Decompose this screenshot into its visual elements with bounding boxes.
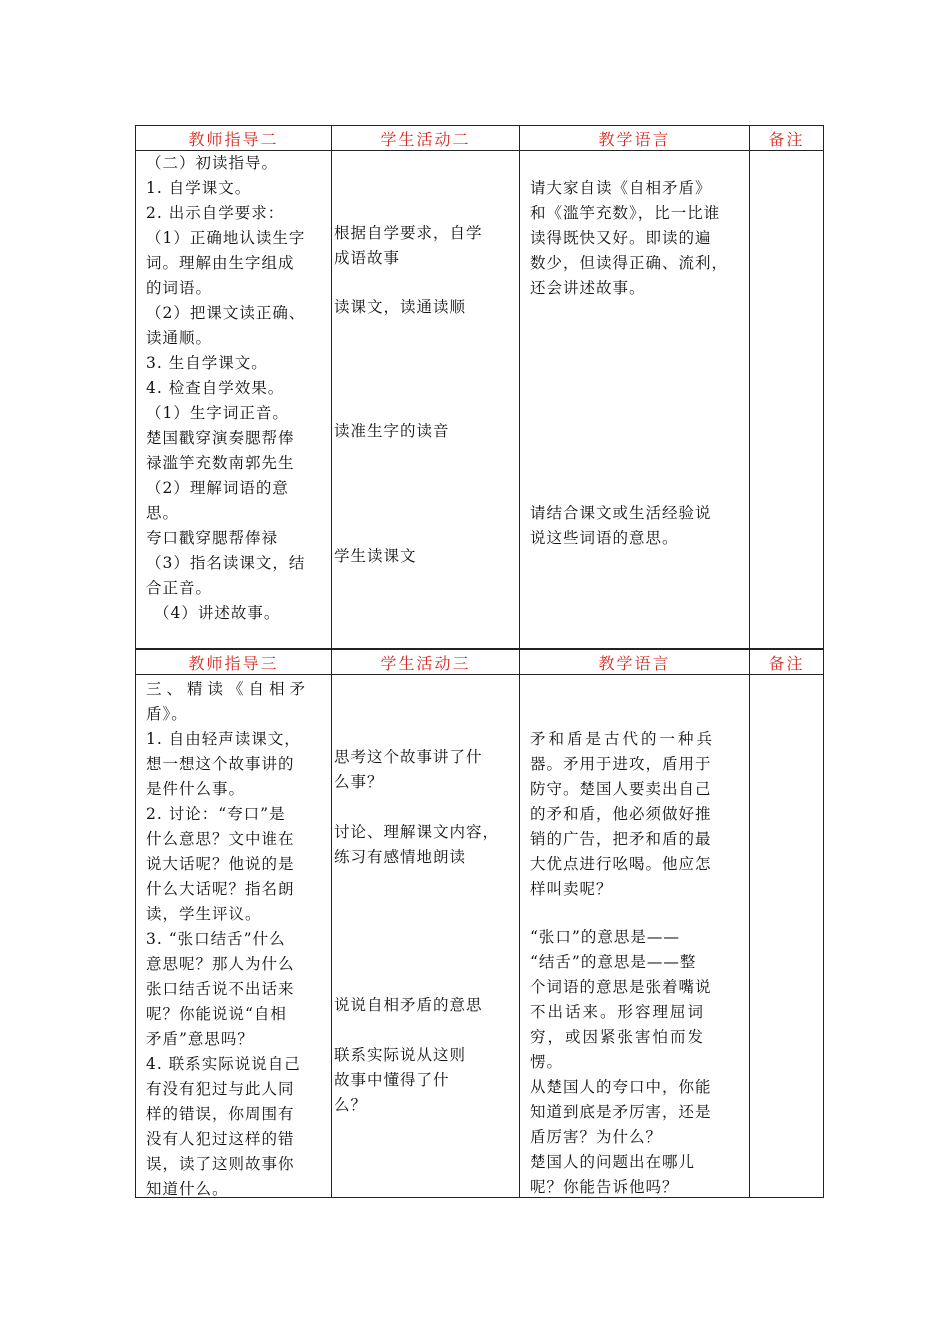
text-line: 请大家自读《自相矛盾》 <box>530 179 712 197</box>
text-line: 说这些词语的意思。 <box>530 529 679 547</box>
text-line: 联系实际说从这则 <box>334 1046 467 1064</box>
text-line: “张口”的意思是—— <box>530 928 680 946</box>
text-line: 成语故事 <box>334 249 401 267</box>
text-line: 根据自学要求，自学 <box>334 224 483 242</box>
text-line: （3）指名读课文，结 <box>146 554 306 572</box>
header-teacher-guidance: 教师指导三 <box>136 650 332 675</box>
text-line: 呢？你能说说“自相 <box>146 1005 287 1023</box>
text-line: 从楚国人的夸口中，你能 <box>530 1078 712 1096</box>
text-line: 讨论、理解课文内容， <box>334 823 500 841</box>
text-line: 读通顺。 <box>146 329 213 347</box>
header-remarks: 备注 <box>750 126 824 151</box>
text-line: 禄滥竽充数南郭先生 <box>146 454 295 472</box>
lesson-table-part-2 <box>135 125 824 649</box>
text-line: （2）把课文读正确、 <box>146 304 306 322</box>
text-line: 1. 自由轻声读课文， <box>146 730 301 748</box>
text-line: 楚国戳穿演奏腮帮俸 <box>146 429 295 447</box>
text-line: 3. 生自学课文。 <box>146 354 268 372</box>
text-line: 张口结舌说不出话来 <box>146 980 295 998</box>
text-line: 盾》。 <box>146 705 188 723</box>
text-line: 的矛和盾，他必须做好推 <box>530 805 712 823</box>
text-line: 练习有感情地朗读 <box>334 848 467 866</box>
text-line: 销的广告，把矛和盾的最 <box>530 830 712 848</box>
text-line: 合正音。 <box>146 579 213 597</box>
text-line: 楚国人的问题出在哪儿 <box>530 1153 696 1171</box>
text-line: 数少，但读得正确、流利， <box>530 254 729 272</box>
text-line: 故事中懂得了什 <box>334 1071 450 1089</box>
text-line: 说大话呢？他说的是 <box>146 855 295 873</box>
table-header-row <box>136 650 824 675</box>
text-line: 是件什么事。 <box>146 780 246 798</box>
header-student-activity: 学生活动三 <box>332 650 520 675</box>
text-line: 思考这个故事讲了什 <box>334 748 483 766</box>
student-activity-cell <box>332 151 520 649</box>
header-teacher-guidance: 教师指导二 <box>136 126 332 151</box>
text-line: 读课文，读通读顺 <box>334 298 467 316</box>
text-line: 误，读了这则故事你 <box>146 1155 295 1173</box>
text-line: 盾厉害？为什么？ <box>530 1128 663 1146</box>
text-line: 矛盾”意思吗？ <box>146 1030 254 1048</box>
teacher-guidance-cell <box>136 675 332 1198</box>
student-activity-cell <box>332 675 520 1198</box>
text-line: 器。矛用于进攻，盾用于 <box>530 755 712 773</box>
text-line: 有没有犯过与此人同 <box>146 1080 295 1098</box>
text-line: 4. 检查自学效果。 <box>146 379 285 397</box>
text-line: （2）理解词语的意 <box>146 479 289 497</box>
text-line: 么事？ <box>334 773 384 791</box>
text-line: 读准生字的读音 <box>334 422 450 440</box>
text-line: 2. 讨论：“夸口”是 <box>146 805 286 823</box>
text-line: 请结合课文或生活经验说 <box>530 504 712 522</box>
text-line: 还会讲述故事。 <box>530 279 646 297</box>
text-line: 意思呢？那人为什么 <box>146 955 295 973</box>
text-line: 大优点进行吆喝。他应怎 <box>530 855 712 873</box>
text-line: 样的错误，你周围有 <box>146 1105 295 1123</box>
remarks-cell <box>750 675 824 1198</box>
text-line: （1）正确地认读生字 <box>146 229 306 247</box>
text-line: 说说自相矛盾的意思 <box>334 996 483 1014</box>
remarks-cell <box>750 151 824 649</box>
header-teaching-language: 教学语言 <box>520 126 750 151</box>
text-line: 防守。楚国人要卖出自己 <box>530 780 712 798</box>
text-line: 读，学生评议。 <box>146 905 262 923</box>
text-line: 么？ <box>334 1096 368 1114</box>
text-line: 什么意思？文中谁在 <box>146 830 295 848</box>
text-line: 思。 <box>146 504 180 522</box>
text-line: 4. 联系实际说说自己 <box>146 1055 301 1073</box>
teaching-language-cell <box>520 675 750 1198</box>
text-line: 1. 自学课文。 <box>146 179 252 197</box>
teaching-language-cell <box>520 151 750 649</box>
text-line: 个词语的意思是张着嘴说 <box>530 978 712 996</box>
text-line: 愣。 <box>530 1053 564 1071</box>
text-line: （4）讲述故事。 <box>154 604 281 622</box>
header-remarks: 备注 <box>750 650 824 675</box>
text-line: 什么大话呢？指名朗 <box>146 880 295 898</box>
text-line: 知道到底是矛厉害，还是 <box>530 1103 712 1121</box>
text-line: 三、精读《自相矛 <box>146 680 311 698</box>
text-line: 穷，或因紧张害怕而发 <box>530 1028 706 1046</box>
text-line: （二）初读指导。 <box>146 154 279 172</box>
text-line: 没有人犯过这样的错 <box>146 1130 295 1148</box>
text-line: 词。理解由生字组成 <box>146 254 295 272</box>
table-body-row <box>136 151 824 649</box>
table-body-row <box>136 675 824 1198</box>
text-line: 想一想这个故事讲的 <box>146 755 295 773</box>
text-line: 夸口戳穿腮帮俸禄 <box>146 529 279 547</box>
text-line: 读得既快又好。即读的遍 <box>530 229 712 247</box>
header-teaching-language: 教学语言 <box>520 650 750 675</box>
text-line: 的词语。 <box>146 279 213 297</box>
text-line: 学生读课文 <box>334 547 417 565</box>
text-line: 呢？你能告诉他吗？ <box>530 1178 679 1196</box>
text-line: 知道什么。 <box>146 1180 229 1198</box>
text-line: （1）生字词正音。 <box>146 404 289 422</box>
lesson-table-part-3 <box>135 649 824 1198</box>
text-line: 矛和盾是古代的一种兵 <box>530 730 716 748</box>
text-line: 样叫卖呢？ <box>530 880 613 898</box>
text-line: 和《滥竽充数》，比一比谁 <box>530 204 721 222</box>
text-line: 2. 出示自学要求： <box>146 204 285 222</box>
text-line: “结舌”的意思是——整 <box>530 953 697 971</box>
header-student-activity: 学生活动二 <box>332 126 520 151</box>
text-line: 不出话来。形容理屈词 <box>530 1003 706 1021</box>
teacher-guidance-cell <box>136 151 332 649</box>
table-header-row <box>136 126 824 151</box>
text-line: 3. “张口结舌”什么 <box>146 930 286 948</box>
